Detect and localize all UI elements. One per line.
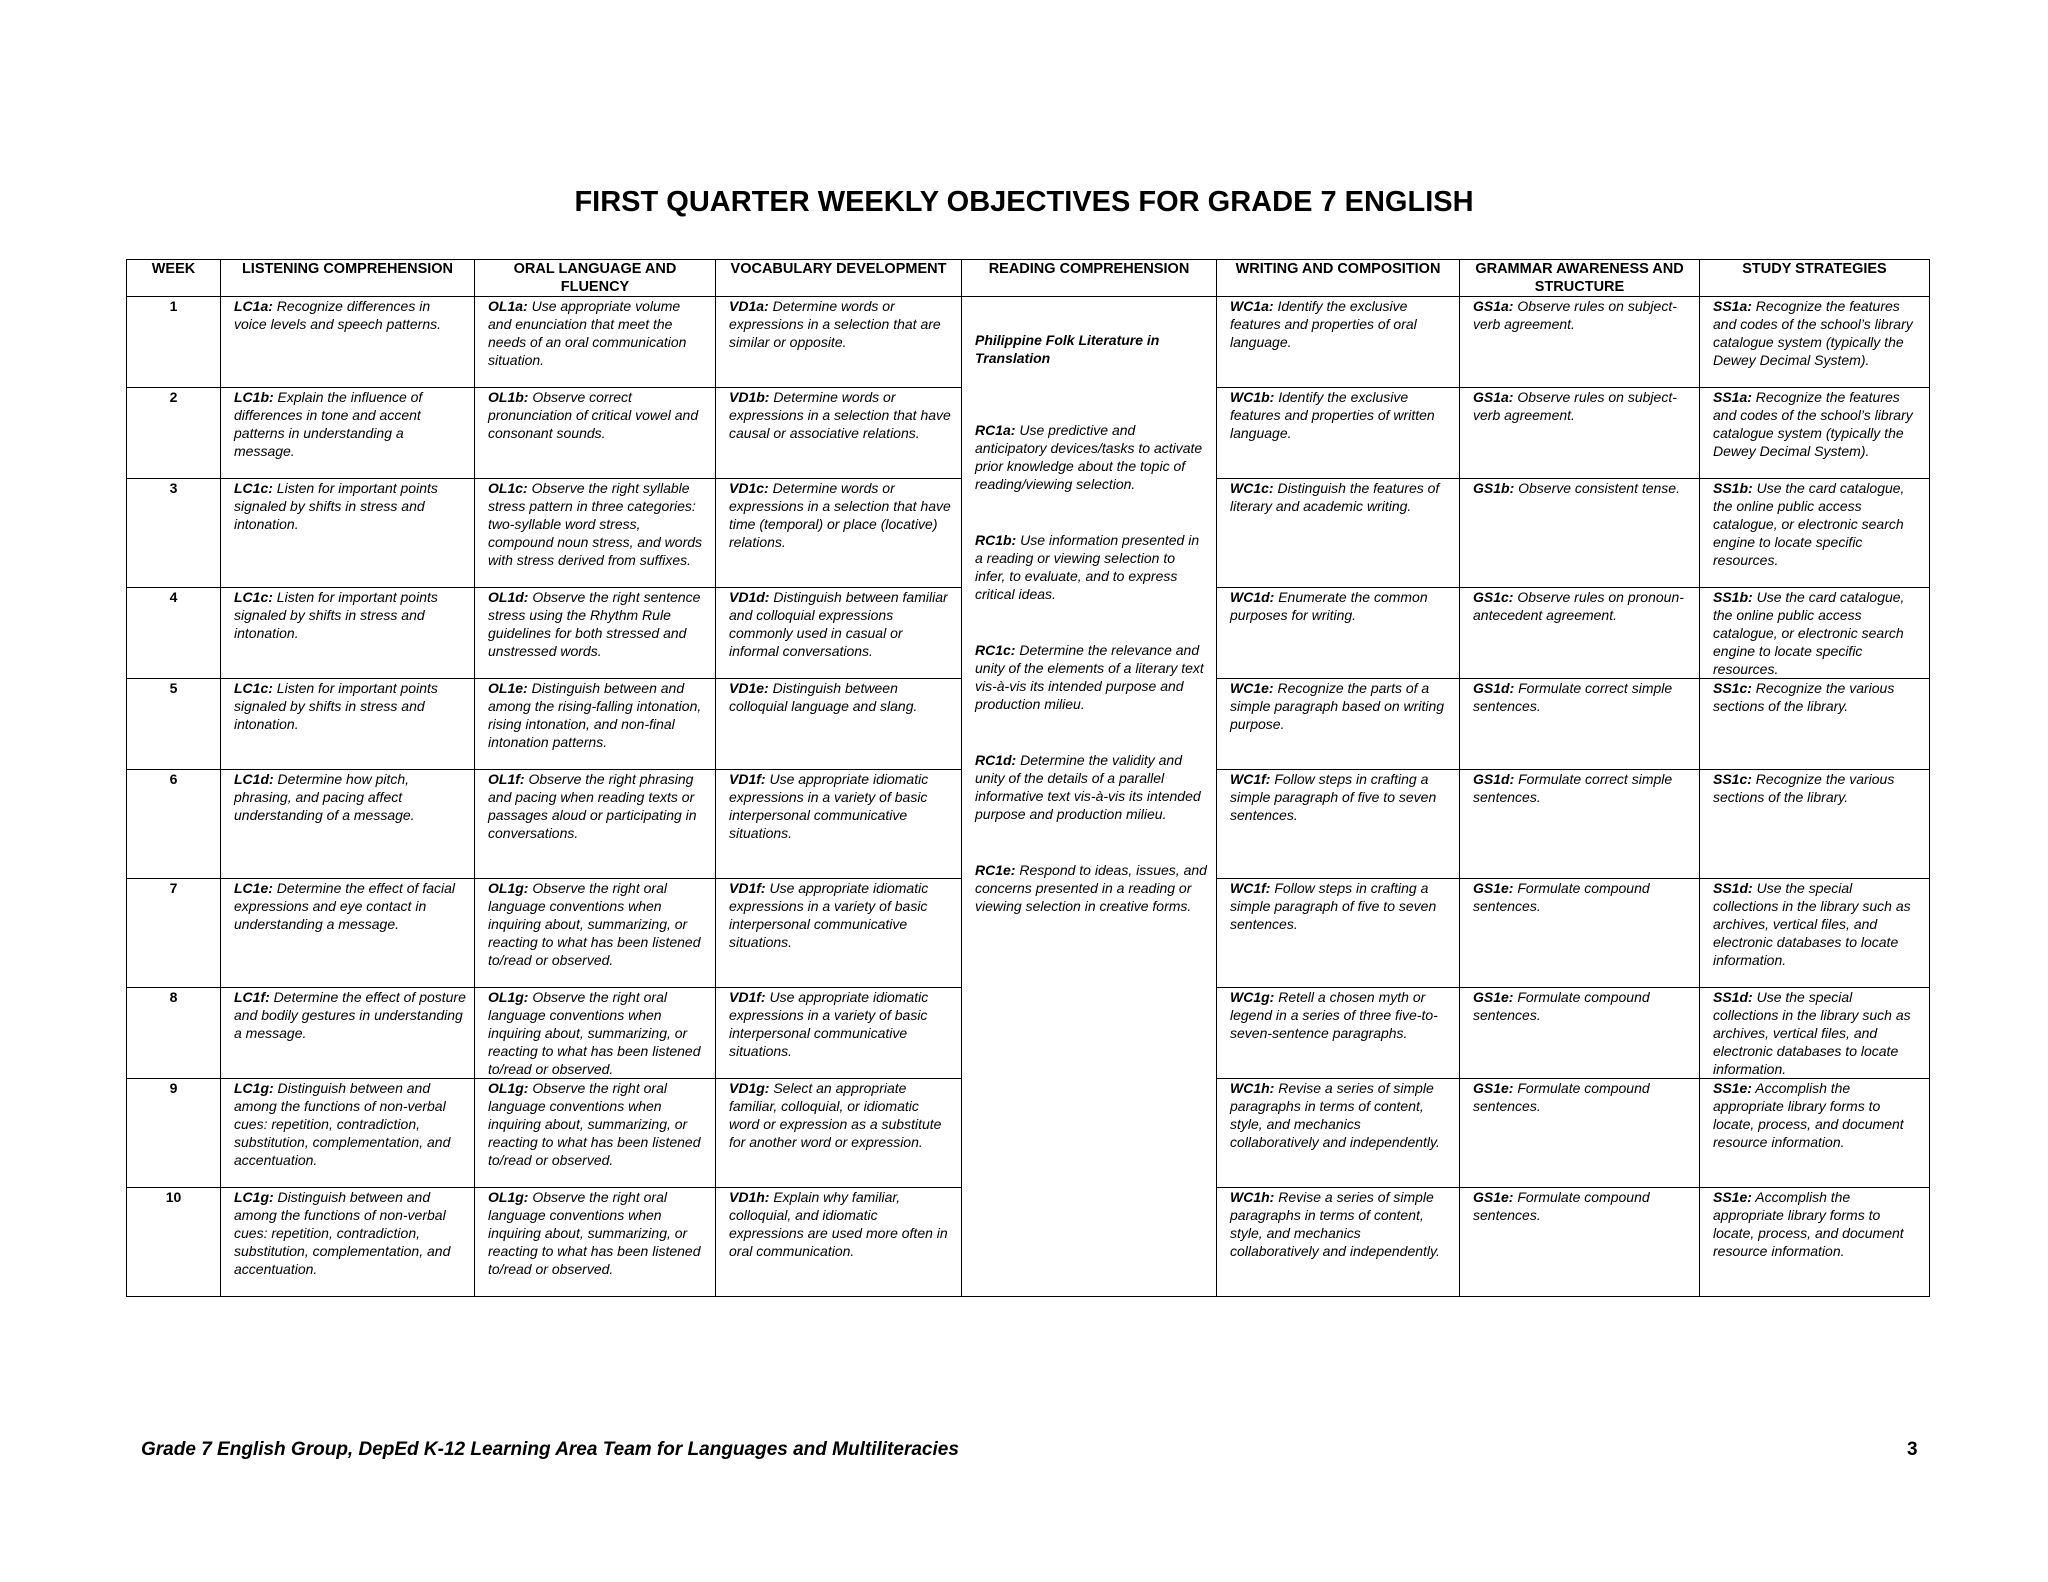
footer-text: Grade 7 English Group, DepEd K-12 Learning Area Team for Languages and Multiliteracies (141, 1439, 959, 1460)
listening-cell (221, 297, 475, 388)
objective-code: RC1e: (975, 862, 1016, 878)
vocab-cell (716, 770, 962, 879)
grammar-cell (1460, 770, 1700, 879)
page-number: 3 (1907, 1439, 1918, 1460)
vocab-cell (716, 588, 962, 679)
reading-heading: Philippine Folk Literature in Translation (975, 332, 1160, 366)
vocab-cell (716, 1188, 962, 1297)
objective-code: LC1g: (234, 1189, 274, 1205)
objective-text: Respond to ideas, issues, and concerns presented in a reading or viewing selection in creative forms. (975, 862, 1207, 914)
objective-code: LC1d: (234, 771, 274, 787)
objective-code: OL1g: (488, 989, 529, 1005)
week-number: 5 (127, 679, 221, 770)
objective-text: Listen for important points signaled by shifts in stress and intonation. (234, 680, 438, 732)
vocab-cell (716, 297, 962, 388)
grammar-cell (1460, 1079, 1700, 1188)
objective-text: Identify the exclusive features and properties of oral language. (1230, 298, 1417, 350)
objective-code: LC1b: (234, 389, 274, 405)
objective-text: Enumerate the common purposes for writing. (1230, 589, 1428, 623)
objective-code: LC1c: (234, 680, 273, 696)
objective-code: LC1g: (234, 1080, 274, 1096)
objective-text: Formulate compound sentences. (1473, 880, 1650, 914)
objective-code: OL1a: (488, 298, 528, 314)
study-cell (1700, 297, 1930, 388)
objective-code: GS1c: (1473, 589, 1514, 605)
week-number: 2 (127, 388, 221, 479)
objective-text: Use appropriate idiomatic expressions in a variety of basic interpersonal communicative situations. (729, 880, 929, 950)
listening-cell (221, 770, 475, 879)
objective-text: Observe the right syllable stress pattern in three categories: two-syllable word stress, compound noun stress, and words with stress derived from suffixes. (488, 480, 703, 568)
objective-text: Explain why familiar, colloquial, and idiomatic expressions are used more often in oral communication. (729, 1189, 948, 1259)
objective-text: Accomplish the appropriate library forms to locate, process, and document resource information. (1713, 1080, 1904, 1150)
objective-text: Observe the right sentence stress using the Rhythm Rule guidelines for both stressed and unstressed words. (488, 589, 701, 659)
objective-text: Observe the right phrasing and pacing when reading texts or passages aloud or participating in conversations. (488, 771, 697, 841)
objective-text: Observe rules on pronoun-antecedent agreement. (1473, 589, 1684, 623)
objective-code: RC1b: (975, 532, 1017, 548)
objective-text: Observe rules on subject-verb agreement. (1473, 389, 1677, 423)
objective-text: Identify the exclusive features and properties of written language. (1230, 389, 1435, 441)
writing-cell (1217, 297, 1460, 388)
objective-text: Distinguish between and among the functions of non-verbal cues: repetition, contradiction, substitution, complementation, and accentuation. (234, 1189, 451, 1277)
objective-code: VD1b: (729, 389, 770, 405)
oral-cell (475, 770, 716, 879)
objective-text: Determine the effect of facial expressions and eye contact in understanding a message. (234, 880, 455, 932)
objective-code: VD1a: (729, 298, 769, 314)
objective-code: SS1a: (1713, 389, 1752, 405)
header-writing: WRITING AND COMPOSITION (1217, 260, 1460, 297)
oral-cell (475, 588, 716, 679)
objective-code: GS1a: (1473, 389, 1514, 405)
objective-text: Formulate compound sentences. (1473, 1080, 1650, 1114)
grammar-cell (1460, 988, 1700, 1079)
objective-text: Use the card catalogue, the online public access catalogue, or electronic search engine to locate specific resources. (1713, 480, 1905, 568)
vocab-cell (716, 479, 962, 588)
writing-cell (1217, 770, 1460, 879)
objective-text: Retell a chosen myth or legend in a series of three five-to-seven-sentence paragraphs. (1230, 989, 1438, 1041)
grammar-cell (1460, 388, 1700, 479)
objective-text: Determine words or expressions in a selection that have time (temporal) or place (locative) relations. (729, 480, 951, 550)
objective-text: Use appropriate volume and enunciation that meet the needs of an oral communication situation. (488, 298, 687, 368)
week-number: 3 (127, 479, 221, 588)
objective-code: GS1b: (1473, 480, 1515, 496)
objective-text: Follow steps in crafting a simple paragraph of five to seven sentences. (1230, 880, 1437, 932)
vocab-cell (716, 1079, 962, 1188)
study-cell (1700, 588, 1930, 679)
writing-cell (1217, 679, 1460, 770)
grammar-cell (1460, 479, 1700, 588)
week-number: 9 (127, 1079, 221, 1188)
objective-text: Distinguish between and among the rising-falling intonation, rising intonation, and non-final intonation patterns. (488, 680, 702, 750)
header-oral: ORAL LANGUAGE AND FLUENCY (475, 260, 716, 297)
reading-objective (975, 641, 1208, 713)
objective-code: VD1g: (729, 1080, 770, 1096)
header-reading: READING COMPREHENSION (962, 260, 1217, 297)
objective-code: RC1d: (975, 752, 1017, 768)
objective-code: SS1d: (1713, 989, 1753, 1005)
listening-cell (221, 479, 475, 588)
objective-code: OL1b: (488, 389, 529, 405)
objective-code: SS1b: (1713, 480, 1753, 496)
listening-cell (221, 1079, 475, 1188)
objective-code: SS1e: (1713, 1080, 1752, 1096)
objective-code: OL1c: (488, 480, 528, 496)
header-week: WEEK (127, 260, 221, 297)
vocab-cell (716, 879, 962, 988)
objective-code: LC1f: (234, 989, 270, 1005)
grammar-cell (1460, 679, 1700, 770)
objective-code: WC1e: (1230, 680, 1274, 696)
reading-comprehension-cell (962, 297, 1217, 1297)
objective-text: Observe rules on subject-verb agreement. (1473, 298, 1677, 332)
objective-text: Recognize the features and codes of the school’s library catalogue system (typically the Dewey Decimal System). (1713, 389, 1913, 459)
writing-cell (1217, 879, 1460, 988)
objective-code: VD1f: (729, 880, 766, 896)
objective-code: GS1e: (1473, 1189, 1514, 1205)
objective-code: GS1e: (1473, 989, 1514, 1005)
vocab-cell (716, 988, 962, 1079)
objective-text: Accomplish the appropriate library forms to locate, process, and document resource information. (1713, 1189, 1904, 1259)
objective-code: OL1g: (488, 1189, 529, 1205)
listening-cell (221, 1188, 475, 1297)
objective-text: Use appropriate idiomatic expressions in a variety of basic interpersonal communicative situations. (729, 989, 929, 1059)
objective-code: OL1g: (488, 1080, 529, 1096)
objective-code: WC1h: (1230, 1189, 1275, 1205)
objective-code: SS1d: (1713, 880, 1753, 896)
objective-text: Use the card catalogue, the online public access catalogue, or electronic search engine to locate specific resources. (1713, 589, 1905, 677)
objective-text: Determine the relevance and unity of the elements of a literary text vis-à-vis its intended purpose and production milieu. (975, 642, 1204, 712)
objectives-table (126, 259, 1930, 1297)
objective-text: Recognize the various sections of the library. (1713, 680, 1895, 714)
objective-code: LC1e: (234, 880, 273, 896)
objective-code: OL1d: (488, 589, 529, 605)
objective-text: Formulate correct simple sentences. (1473, 680, 1673, 714)
oral-cell (475, 479, 716, 588)
objective-text: Distinguish between colloquial language and slang. (729, 680, 918, 714)
objective-text: Observe the right oral language conventions when inquiring about, summarizing, or reacting to what has been listened to/read or observed. (488, 989, 701, 1077)
objective-code: WC1d: (1230, 589, 1275, 605)
objective-text: Distinguish between familiar and colloquial expressions commonly used in casual or informal conversations. (729, 589, 948, 659)
objective-text: Listen for important points signaled by shifts in stress and intonation. (234, 589, 438, 641)
objective-text: Determine words or expressions in a selection that have causal or associative relations. (729, 389, 951, 441)
week-number: 4 (127, 588, 221, 679)
objective-text: Observe correct pronunciation of critical vowel and consonant sounds. (488, 389, 699, 441)
oral-cell (475, 297, 716, 388)
study-cell (1700, 879, 1930, 988)
objective-code: LC1a: (234, 298, 273, 314)
header-vocab: VOCABULARY DEVELOPMENT (716, 260, 962, 297)
header-row (127, 260, 1930, 297)
grammar-cell (1460, 297, 1700, 388)
objective-code: WC1a: (1230, 298, 1274, 314)
reading-objective (975, 751, 1208, 823)
objective-text: Determine how pitch, phrasing, and pacing affect understanding of a message. (234, 771, 415, 823)
week-number: 7 (127, 879, 221, 988)
objective-code: GS1d: (1473, 680, 1515, 696)
objective-text: Recognize the various sections of the library. (1713, 771, 1895, 805)
objective-code: SS1e: (1713, 1189, 1752, 1205)
objective-code: RC1c: (975, 642, 1016, 658)
objective-text: Use the special collections in the library such as archives, vertical files, and electronic databases to locate information. (1713, 989, 1911, 1077)
oral-cell (475, 1079, 716, 1188)
objective-code: VD1c: (729, 480, 769, 496)
objective-text: Use information presented in a reading or viewing selection to infer, to evaluate, and to express critical ideas. (975, 532, 1200, 602)
objective-code: SS1a: (1713, 298, 1752, 314)
objective-text: Determine the validity and unity of the details of a parallel informative text vis-à-vis its intended purpose and production milieu. (975, 752, 1201, 822)
objective-text: Listen for important points signaled by shifts in stress and intonation. (234, 480, 438, 532)
study-cell (1700, 988, 1930, 1079)
listening-cell (221, 988, 475, 1079)
objective-code: GS1d: (1473, 771, 1515, 787)
study-cell (1700, 770, 1930, 879)
objective-text: Use predictive and anticipatory devices/tasks to activate prior knowledge about the topic of reading/viewing selection. (975, 422, 1203, 492)
oral-cell (475, 679, 716, 770)
oral-cell (475, 988, 716, 1079)
writing-cell (1217, 1079, 1460, 1188)
reading-objective (975, 421, 1208, 493)
objective-text: Explain the influence of differences in tone and accent patterns in understanding a message. (234, 389, 423, 459)
page-title: FIRST QUARTER WEEKLY OBJECTIVES FOR GRADE 7 ENGLISH (574, 186, 1474, 218)
objective-text: Formulate compound sentences. (1473, 1189, 1650, 1223)
objective-code: WC1h: (1230, 1080, 1275, 1096)
objective-text: Distinguish between and among the functions of non-verbal cues: repetition, contradiction, substitution, complementation, and accentuation. (234, 1080, 451, 1168)
objective-text: Follow steps in crafting a simple paragraph of five to seven sentences. (1230, 771, 1437, 823)
objective-text: Use appropriate idiomatic expressions in a variety of basic interpersonal communicative situations. (729, 771, 929, 841)
objective-code: WC1c: (1230, 480, 1274, 496)
objective-text: Recognize the features and codes of the school’s library catalogue system (typically the Dewey Decimal System). (1713, 298, 1913, 368)
objective-code: VD1f: (729, 989, 766, 1005)
objective-code: WC1g: (1230, 989, 1275, 1005)
header-study: STUDY STRATEGIES (1700, 260, 1930, 297)
objective-text: Observe the right oral language conventions when inquiring about, summarizing, or reacting to what has been listened to/read or observed. (488, 880, 701, 968)
listening-cell (221, 388, 475, 479)
objective-code: GS1e: (1473, 880, 1514, 896)
objective-code: OL1g: (488, 880, 529, 896)
listening-cell (221, 879, 475, 988)
grammar-cell (1460, 1188, 1700, 1297)
objective-code: LC1c: (234, 589, 273, 605)
objective-code: SS1c: (1713, 771, 1752, 787)
listening-cell (221, 679, 475, 770)
oral-cell (475, 1188, 716, 1297)
reading-objective (975, 531, 1208, 603)
vocab-cell (716, 679, 962, 770)
study-cell (1700, 1188, 1930, 1297)
oral-cell (475, 388, 716, 479)
study-cell (1700, 388, 1930, 479)
writing-cell (1217, 588, 1460, 679)
objective-code: LC1c: (234, 480, 273, 496)
objective-code: WC1f: (1230, 880, 1271, 896)
writing-cell (1217, 1188, 1460, 1297)
oral-cell (475, 879, 716, 988)
study-cell (1700, 1079, 1930, 1188)
header-listening: LISTENING COMPREHENSION (221, 260, 475, 297)
objective-text: Observe the right oral language conventions when inquiring about, summarizing, or reacting to what has been listened to/read or observed. (488, 1189, 701, 1277)
listening-cell (221, 588, 475, 679)
objective-code: GS1e: (1473, 1080, 1514, 1096)
objective-text: Formulate compound sentences. (1473, 989, 1650, 1023)
study-cell (1700, 679, 1930, 770)
objective-code: VD1h: (729, 1189, 770, 1205)
objective-text: Distinguish the features of literary and academic writing. (1230, 480, 1440, 514)
reading-objective (975, 861, 1208, 915)
objective-text: Select an appropriate familiar, colloquial, or idiomatic word or expression as a substitute for another word or expression. (729, 1080, 942, 1150)
objective-code: RC1a: (975, 422, 1016, 438)
objective-text: Recognize the parts of a simple paragraph based on writing purpose. (1230, 680, 1445, 732)
objective-text: Revise a series of simple paragraphs in terms of content, style, and mechanics collaboratively and independently. (1230, 1080, 1440, 1150)
study-cell (1700, 479, 1930, 588)
objective-text: Revise a series of simple paragraphs in terms of content, style, and mechanics collaboratively and independently. (1230, 1189, 1440, 1259)
objective-code: OL1e: (488, 680, 528, 696)
objective-code: SS1b: (1713, 589, 1753, 605)
vocab-cell (716, 388, 962, 479)
objective-text: Recognize differences in voice levels and speech patterns. (234, 298, 442, 332)
objective-code: SS1c: (1713, 680, 1752, 696)
objective-code: VD1f: (729, 771, 766, 787)
objective-code: OL1f: (488, 771, 525, 787)
objective-code: VD1d: (729, 589, 770, 605)
week-number: 8 (127, 988, 221, 1079)
week-number: 1 (127, 297, 221, 388)
objective-text: Observe the right oral language conventions when inquiring about, summarizing, or reacting to what has been listened to/read or observed. (488, 1080, 701, 1168)
objective-text: Observe consistent tense. (1514, 480, 1680, 496)
objective-text: Formulate correct simple sentences. (1473, 771, 1673, 805)
objective-code: WC1b: (1230, 389, 1275, 405)
objective-text: Determine the effect of posture and bodily gestures in understanding a message. (234, 989, 466, 1041)
objective-code: GS1a: (1473, 298, 1514, 314)
objective-code: WC1f: (1230, 771, 1271, 787)
header-grammar: GRAMMAR AWARENESS AND STRUCTURE (1460, 260, 1700, 297)
writing-cell (1217, 988, 1460, 1079)
objective-code: VD1e: (729, 680, 769, 696)
week-number: 10 (127, 1188, 221, 1297)
grammar-cell (1460, 588, 1700, 679)
week-number: 6 (127, 770, 221, 879)
writing-cell (1217, 388, 1460, 479)
grammar-cell (1460, 879, 1700, 988)
writing-cell (1217, 479, 1460, 588)
table-row (127, 297, 1930, 388)
objective-text: Use the special collections in the library such as archives, vertical files, and electronic databases to locate information. (1713, 880, 1911, 968)
objective-text: Determine words or expressions in a selection that are similar or opposite. (729, 298, 941, 350)
